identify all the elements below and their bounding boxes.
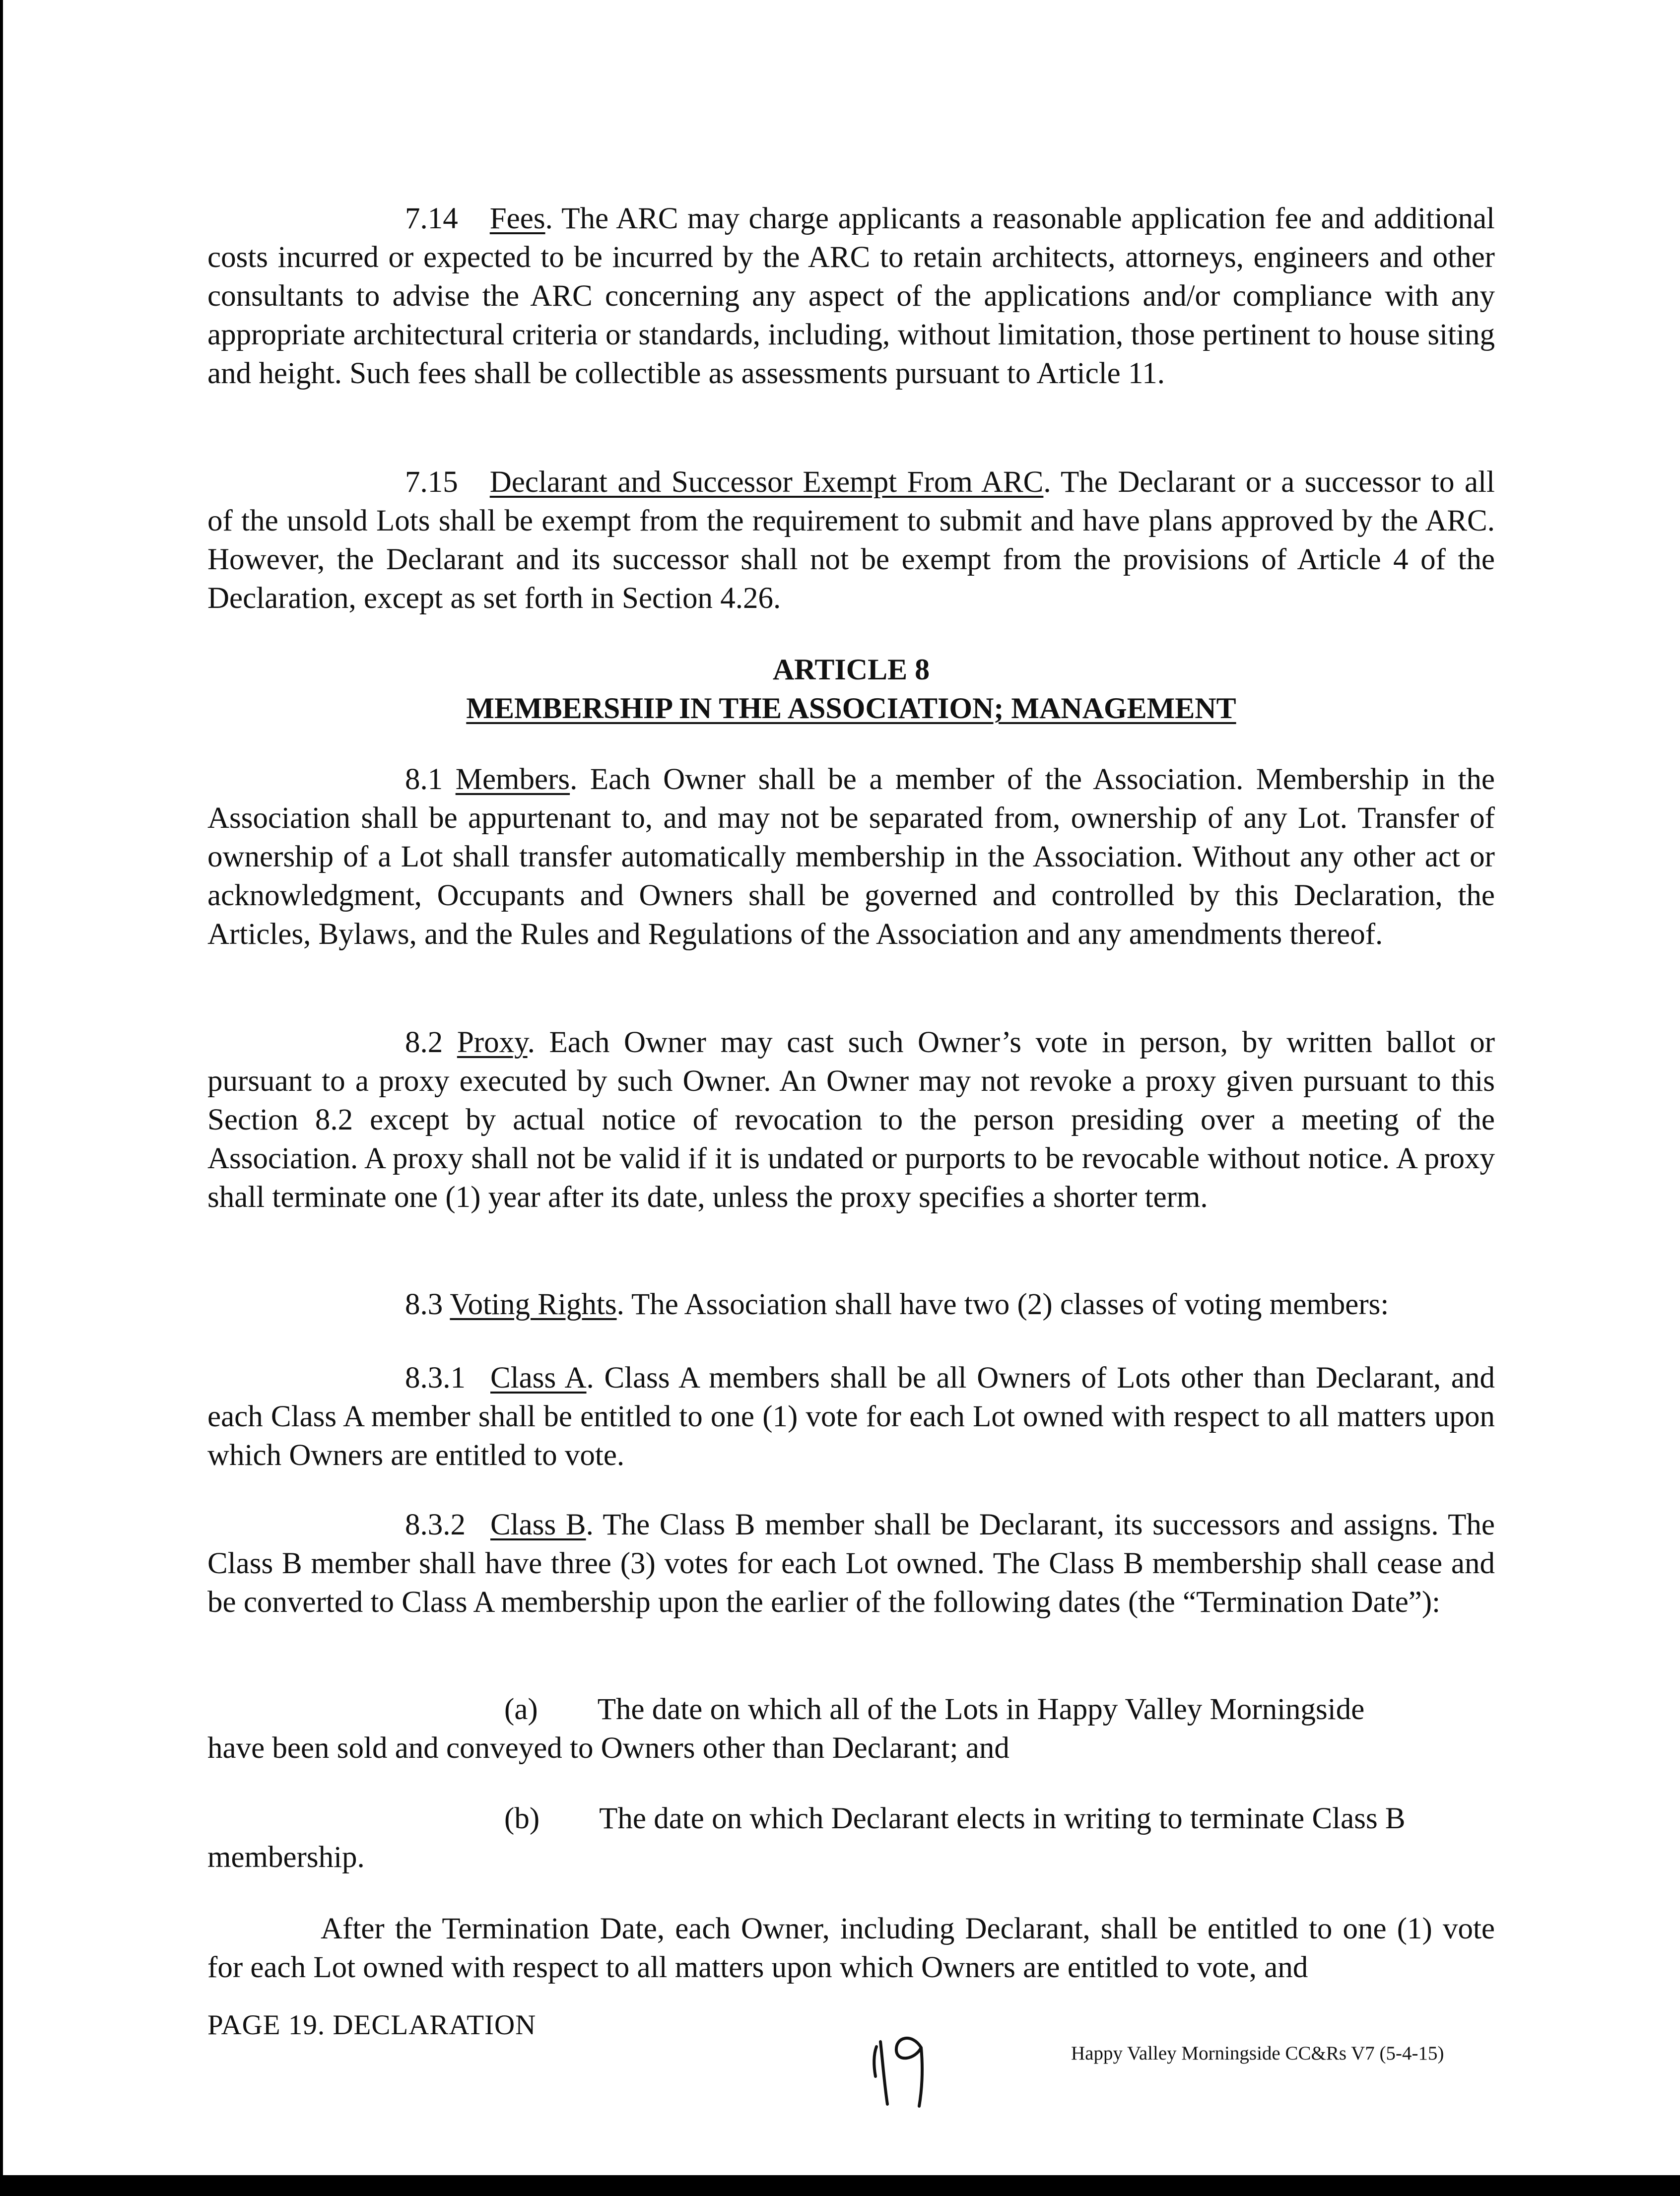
item-text: The date on which all of the Lots in Happy Valley Morningside — [597, 1693, 1365, 1726]
scan-left-edge — [0, 0, 3, 2196]
handwritten-page-number — [870, 2030, 934, 2109]
section-8-3-1 — [207, 1359, 1495, 1475]
item-label: (b) — [504, 1802, 540, 1835]
section-heading: Members — [455, 763, 570, 796]
footer-document-reference: Happy Valley Morningside CC&Rs V7 (5-4-15) — [1071, 2043, 1444, 2064]
section-8-3-2 — [207, 1506, 1495, 1622]
section-number: 7.14 — [405, 202, 458, 235]
section-number: 8.3.2 — [405, 1508, 466, 1541]
section-text: . The Association shall have two (2) classes of voting members: — [616, 1288, 1389, 1321]
item-a — [207, 1690, 1495, 1729]
section-8-2 — [207, 1023, 1495, 1217]
section-heading: Voting Rights — [450, 1288, 617, 1321]
section-number: 7.15 — [405, 466, 458, 499]
section-7-14 — [207, 200, 1495, 393]
section-heading: Proxy — [457, 1026, 528, 1059]
item-b — [207, 1799, 1495, 1838]
section-8-3 — [207, 1285, 1495, 1324]
handwritten-stroke-one-b — [880, 2042, 887, 2104]
scan-bottom-edge — [0, 2175, 1680, 2196]
section-number: 8.3 — [405, 1288, 450, 1321]
item-text: The date on which Declarant elects in writing to terminate Class B — [599, 1802, 1406, 1835]
section-number: 8.2 — [405, 1026, 457, 1059]
section-heading: Fees — [489, 202, 545, 235]
section-text: . Each Owner shall be a member of the Association. Membership in the Association shall be appurtenant to, and may not be separated from, ownership of any Lot. Transfer of ownership of a Lot shall transfer automatically membership in the Association. Without any other act or acknowledgment, Occupants and Owners shall be governed and controlled by this Declaration, the Articles, Bylaws, and the Rules and Regulations of the Association and any amendments thereof. — [207, 763, 1495, 951]
section-text: . Class A members shall be all Owners of Lots other than Declarant, and each Class A member shall be entitled to one (1) vote for each Lot owned with respect to all matters upon which Owners are entitled to vote. — [207, 1361, 1495, 1472]
section-8-1 — [207, 760, 1495, 954]
section-text: . The Declarant or a successor to all of the unsold Lots shall be exempt from the requirement to submit and have plans approved by the ARC. However, the Declarant and its successor shall not be exempt from the provisions of Article 4 of the Declaration, except as set forth in Section 4.26. — [207, 466, 1495, 615]
section-text: . The ARC may charge applicants a reasonable application fee and additional costs incurred or expected to be incurred by the ARC to retain architects, attorneys, engineers and other consultants to advise the ARC concerning any aspect of the applications and/or compliance with any appropriate architectural criteria or standards, including, without limitation, those pertinent to house siting and height. Such fees shall be collectible as assessments pursuant to Article 11. — [207, 202, 1495, 390]
section-text: . Each Owner may cast such Owner’s vote in person, by written ballot or pursuant to a proxy executed by such Owner. An Owner may not revoke a proxy given pursuant to this Section 8.2 except by actual notice of revocation to the person presiding over a meeting of the Association. A proxy shall not be valid if it is undated or purports to be revocable without notice. A proxy shall terminate one (1) year after its date, unless the proxy specifies a shorter term. — [207, 1026, 1495, 1214]
section-number: 8.3.1 — [405, 1361, 466, 1395]
footer-page-label: PAGE 19. DECLARATION — [207, 2009, 537, 2041]
item-label: (a) — [504, 1693, 538, 1726]
article-title-text: MEMBERSHIP IN THE ASSOCIATION; MANAGEMENT — [466, 692, 1236, 725]
item-b-continuation: membership. — [207, 1841, 365, 1874]
section-heading: Class A — [490, 1361, 587, 1395]
section-heading: Declarant and Successor Exempt From ARC — [489, 466, 1044, 499]
article-title — [207, 689, 1495, 728]
handwritten-stroke-one — [874, 2047, 876, 2076]
section-7-15 — [207, 463, 1495, 618]
handwritten-stroke-nine — [896, 2038, 922, 2106]
section-text: . The Class B member shall be Declarant, its successors and assigns. The Class B member shall have three (3) votes for each Lot owned. The Class B membership shall cease and be converted to Class A membership upon the earlier of the following dates (the “Termination Date”): — [207, 1508, 1495, 1619]
section-number: 8.1 — [405, 763, 456, 796]
paragraph-after-termination: After the Termination Date, each Owner, including Declarant, shall be entitled to one (1) vote for each Lot owned with respect to all matters upon which Owners are entitled to vote, and — [207, 1912, 1495, 1984]
section-heading: Class B — [490, 1508, 586, 1541]
article-number: ARTICLE 8 — [772, 653, 930, 686]
item-a-continuation: have been sold and conveyed to Owners other than Declarant; and — [207, 1731, 1009, 1765]
